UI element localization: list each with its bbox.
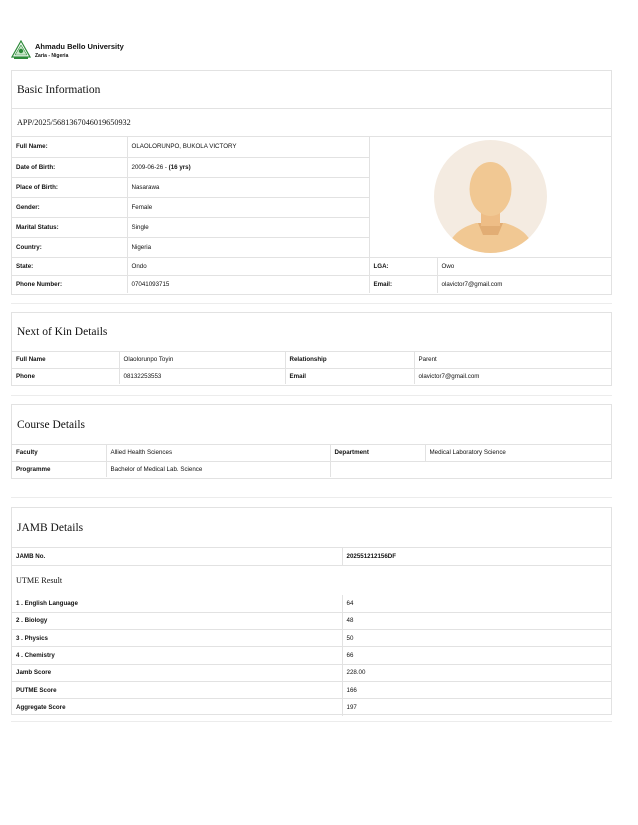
result-row	[12, 630, 611, 647]
place-of-birth-label: Place of Birth:	[12, 177, 127, 197]
marital-status-value: Single	[127, 217, 369, 237]
department-value: Medical Laboratory Science	[425, 445, 611, 461]
result-row	[12, 664, 611, 681]
kin-email-value: olavictor7@gmail.com	[414, 368, 611, 384]
state-label: State:	[12, 257, 127, 275]
utme-result-title: UTME Result	[12, 565, 611, 595]
empty-cell	[330, 461, 611, 477]
gender-label: Gender:	[12, 197, 127, 217]
programme-value: Bachelor of Medical Lab. Science	[106, 461, 330, 477]
result-value: 64	[342, 595, 611, 612]
section-divider	[11, 497, 612, 498]
result-label: 1 . English Language	[12, 595, 342, 612]
table-row	[12, 275, 611, 293]
table-row	[12, 548, 611, 565]
table-row	[12, 368, 611, 384]
dob-label: Date of Birth:	[12, 157, 127, 177]
faculty-label: Faculty	[12, 445, 106, 461]
result-label: Aggregate Score	[12, 699, 342, 716]
result-value: 48	[342, 612, 611, 629]
email-value: olavictor7@gmail.com	[437, 275, 611, 293]
result-label: PUTME Score	[12, 681, 342, 698]
result-value: 197	[342, 699, 611, 716]
result-value: 50	[342, 630, 611, 647]
university-name: Ahmadu Bello University	[35, 42, 124, 51]
basic-info-table	[12, 137, 611, 293]
dob-value	[127, 157, 369, 177]
programme-label: Programme	[12, 461, 106, 477]
kin-phone-value: 08132253553	[119, 368, 285, 384]
section-divider	[11, 395, 612, 396]
jamb-table	[12, 548, 611, 716]
table-row	[12, 445, 611, 461]
next-of-kin-card	[11, 312, 612, 386]
avatar	[434, 140, 547, 253]
table-row	[12, 461, 611, 477]
result-row	[12, 612, 611, 629]
result-value: 166	[342, 681, 611, 698]
section-divider	[11, 721, 612, 722]
kin-email-label: Email	[285, 368, 414, 384]
email-label: Email:	[369, 275, 437, 293]
country-value: Nigeria	[127, 237, 369, 257]
kin-name-value: Olaolorunpo Toyin	[119, 352, 285, 368]
country-label: Country:	[12, 237, 127, 257]
abu-crest-icon	[11, 40, 31, 60]
course-details-card	[11, 404, 612, 479]
kin-phone-label: Phone	[12, 368, 119, 384]
full-name-label: Full Name:	[12, 137, 127, 157]
application-number: APP/2025/5681367046019650932	[12, 109, 611, 137]
section-title: Basic Information	[12, 71, 611, 109]
utme-results	[12, 595, 611, 716]
marital-status-label: Marital Status:	[12, 217, 127, 237]
lga-label: LGA:	[369, 257, 437, 275]
result-label: 4 . Chemistry	[12, 647, 342, 664]
dob-age: (16 yrs)	[168, 163, 191, 171]
kin-relationship-value: Parent	[414, 352, 611, 368]
section-title: JAMB Details	[12, 508, 611, 548]
table-row	[12, 352, 611, 368]
full-name-value: OLAOLORUNPO, BUKOLA VICTORY	[127, 137, 369, 157]
result-label: Jamb Score	[12, 664, 342, 681]
photo-cell	[369, 137, 611, 257]
jamb-details-card	[11, 507, 612, 715]
result-label: 3 . Physics	[12, 630, 342, 647]
state-value: Ondo	[127, 257, 369, 275]
place-of-birth-value: Nasarawa	[127, 177, 369, 197]
kin-table	[12, 352, 611, 384]
department-label: Department	[330, 445, 425, 461]
kin-relationship-label: Relationship	[285, 352, 414, 368]
university-location: Zaria - Nigeria	[35, 53, 69, 59]
table-row	[12, 257, 611, 275]
course-table	[12, 445, 611, 477]
result-row	[12, 699, 611, 716]
table-row	[12, 137, 611, 157]
section-divider	[11, 303, 612, 304]
section-title: Course Details	[12, 405, 611, 445]
phone-value: 07041093715	[127, 275, 369, 293]
lga-value: Owo	[437, 257, 611, 275]
result-value: 228.00	[342, 664, 611, 681]
result-label: 2 . Biology	[12, 612, 342, 629]
kin-name-label: Full Name	[12, 352, 119, 368]
phone-label: Phone Number:	[12, 275, 127, 293]
result-row	[12, 681, 611, 698]
gender-value: Female	[127, 197, 369, 217]
faculty-value: Allied Health Sciences	[106, 445, 330, 461]
result-row	[12, 647, 611, 664]
basic-information-card	[11, 70, 612, 295]
jamb-no-value: 202551212156DF	[342, 548, 611, 565]
section-title: Next of Kin Details	[12, 313, 611, 352]
result-value: 66	[342, 647, 611, 664]
result-row	[12, 595, 611, 612]
dob-date: 2009-06-26 -	[131, 163, 169, 171]
jamb-no-label: JAMB No.	[12, 548, 342, 565]
table-row	[12, 565, 611, 595]
